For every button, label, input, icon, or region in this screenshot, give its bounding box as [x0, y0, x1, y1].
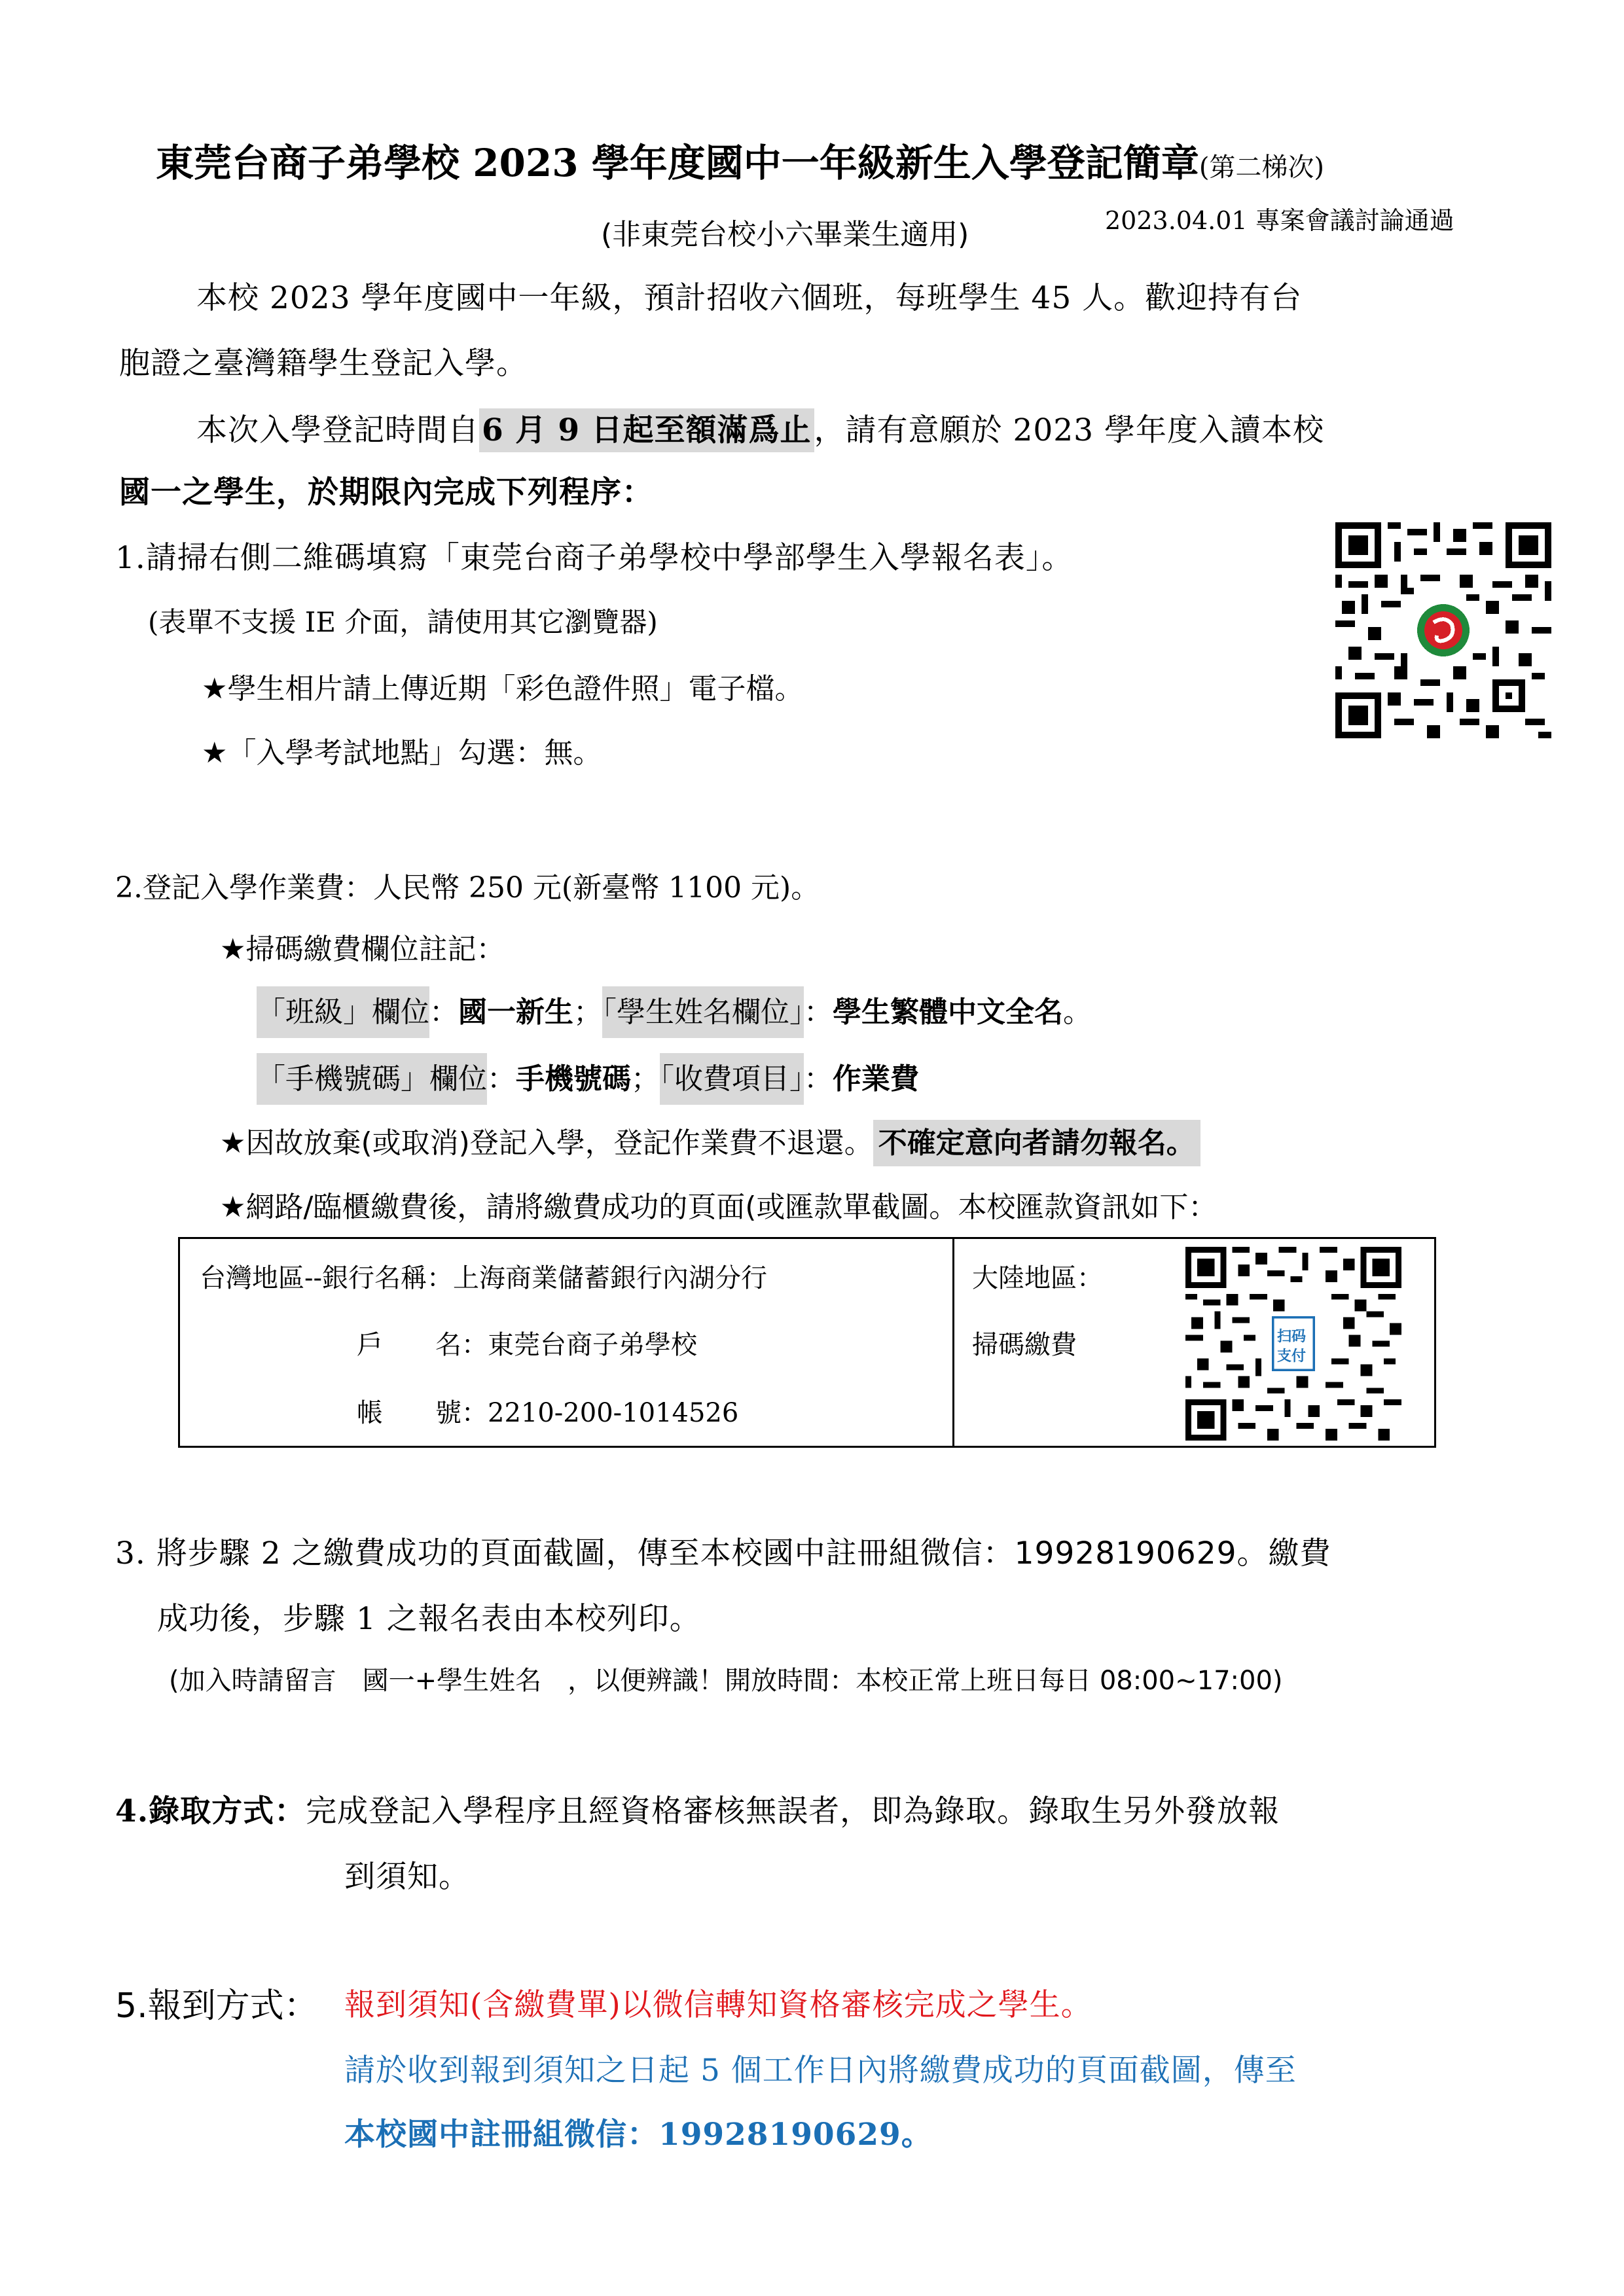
tw-account-no	[357, 1392, 738, 1429]
intro-time-suffix: ，請有意願於 2023 學年度入讀本校	[814, 412, 1324, 448]
step4-line-2: 到須知。	[344, 1859, 470, 1895]
step4-text: 完成登記入學程序且經資格審核無誤者，即為錄取。錄取生另外發放報	[306, 1793, 1280, 1829]
intro-line-2: 胞證之臺灣籍學生登記入學。	[119, 346, 528, 382]
refund-text: ★因故放棄(或取消)登記入學，登記作業費不退還。	[220, 1126, 873, 1160]
table-divider	[952, 1239, 954, 1446]
step1-note: (表單不支援 IE 介面，請使用其它瀏覽器)	[148, 606, 658, 638]
qr-code-icon[interactable]	[1335, 522, 1551, 738]
separator: 。	[1063, 996, 1092, 1029]
field-value-phone: 手機號碼	[516, 1062, 631, 1096]
step1-line: 1.請掃右側二維碼填寫「東莞台商子弟學校中學部學生入學報名表」。	[115, 540, 1074, 576]
field-label-name: 「學生姓名欄位」	[602, 986, 804, 1038]
refund-warning: 不確定意向者請勿報名。	[873, 1120, 1200, 1166]
field-value-class: 國一新生	[458, 996, 573, 1029]
step2-star-online: ★網路/臨櫃繳費後，請將繳費成功的頁面(或匯款單截圖。本校匯款資訊如下：	[220, 1191, 1218, 1224]
step3-line-2: 成功後，步驟 1 之報名表由本校列印。	[157, 1601, 701, 1637]
bank-info-table	[178, 1237, 1436, 1448]
step2-star-refund	[220, 1119, 1200, 1161]
step3-wechat-number: 19928190629	[1014, 1535, 1237, 1571]
step3-line-1	[115, 1529, 1331, 1573]
separator: ；	[573, 996, 602, 1029]
approval-note: 2023.04.01 專案會議討論通過	[1105, 206, 1454, 235]
step5-red-line: 報到須知(含繳費單)以微信轉知資格審核完成之學生。	[344, 1987, 1092, 2023]
payment-badge-line-1: 扫码	[1277, 1329, 1307, 1345]
field-value-item: 作業費	[833, 1062, 919, 1096]
step5-label: 5.報到方式：	[115, 1986, 318, 2026]
intro-line-3	[196, 406, 1324, 450]
field-label-phone: 「手機號碼」欄位	[257, 1053, 487, 1105]
tw-account-no-label: 帳 號	[357, 1398, 461, 1428]
tw-account-name	[357, 1324, 697, 1361]
title-suffix: (第二梯次)	[1199, 152, 1325, 183]
intro-time-prefix: 本次入學登記時間自	[196, 412, 479, 448]
step2-field-row-2	[257, 1055, 919, 1097]
tw-bank-name: 台灣地區--銀行名稱：上海商業儲蓄銀行內湖分行	[200, 1263, 768, 1293]
tw-account-no-value: ：2210-200-1014526	[461, 1398, 739, 1428]
cn-scan-label: 掃碼繳費	[972, 1330, 1077, 1360]
step4-label: 4.錄取方式：	[115, 1793, 306, 1829]
tw-account-name-value: ：東莞台商子弟學校	[461, 1330, 697, 1360]
separator: ：	[487, 1062, 516, 1096]
intro-time-highlight: 6 月 9 日起至額滿爲止	[479, 408, 814, 452]
page-title	[156, 132, 1324, 187]
tw-account-name-label: 戶 名	[357, 1330, 461, 1360]
intro-line-4: 國一之學生，於期限內完成下列程序：	[119, 475, 653, 511]
payment-badge-line-2: 支付	[1277, 1348, 1307, 1365]
step3-note: (加入時請留言 國一+學生姓名 ，以便辨識！開放時間：本校正常上班日每日 08:00~17:00)	[169, 1666, 1283, 1696]
step3-text: 3. 將步驟 2 之繳費成功的頁面截圖，傳至本校國中註冊組微信：	[115, 1535, 1015, 1571]
subtitle: (非東莞台校小六畢業生適用)	[601, 218, 969, 251]
separator: ：	[804, 996, 833, 1029]
separator: ：	[429, 996, 458, 1029]
step2-star-scan: ★掃碼繳費欄位註記：	[220, 933, 505, 966]
cn-region-label: 大陸地區：	[972, 1263, 1103, 1293]
step5-blue-line-1: 請於收到報到須知之日起 5 個工作日內將繳費成功的頁面截圖，傳至	[344, 2053, 1297, 2089]
field-value-name: 學生繁體中文全名	[833, 996, 1063, 1029]
step4-line-1	[115, 1787, 1280, 1831]
separator: ；	[631, 1062, 660, 1096]
separator: ：	[804, 1062, 833, 1096]
step3-text-end: 。繳費	[1236, 1535, 1331, 1571]
step1-star-exam: ★「入學考試地點」勾選：無。	[202, 736, 602, 770]
title-main: 東莞台商子弟學校 2023 學年度國中一年級新生入學登記簡章	[156, 141, 1199, 185]
step2-field-row-1	[257, 988, 1092, 1030]
step1-star-photo: ★學生相片請上傳近期「彩色證件照」電子檔。	[202, 672, 804, 706]
payment-qr-icon[interactable]	[1185, 1247, 1401, 1441]
field-label-item: 「收費項目」	[660, 1053, 804, 1105]
step5-blue-line-2: 本校國中註冊組微信：19928190629。	[344, 2117, 933, 2153]
intro-line-1: 本校 2023 學年度國中一年級，預計招收六個班，每班學生 45 人。歡迎持有台	[196, 280, 1303, 316]
step2-line: 2.登記入學作業費：人民幣 250 元(新臺幣 1100 元)。	[115, 871, 820, 905]
field-label-class: 「班級」欄位	[257, 986, 429, 1038]
